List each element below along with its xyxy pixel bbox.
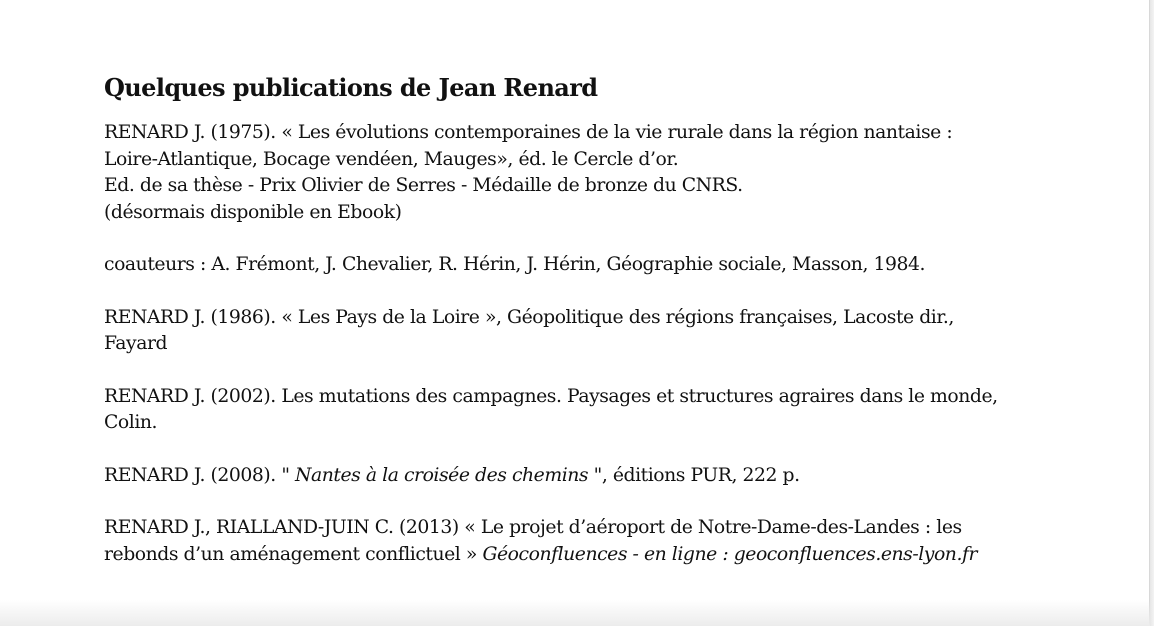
entry-text: rebonds d’un aménagement conflictuel »	[104, 543, 483, 565]
entry-line: RENARD J. (1986). « Les Pays de la Loire », Géopolitique des régions françaises, Lacoste dir.,	[104, 306, 954, 328]
entry-line: RENARD J. (2002). Les mutations des campagnes. Paysages et structures agraires dans le monde,	[104, 385, 998, 407]
entry-line: Colin.	[104, 412, 158, 433]
entry-line	[104, 542, 1064, 569]
publication-entry-2008	[104, 463, 1064, 490]
entry-line: Loire-Atlantique, Bocage vendéen, Mauges», éd. le Cercle d’or.	[104, 148, 679, 170]
page-bottom-shadow	[0, 600, 1150, 626]
document-content	[104, 70, 1064, 594]
publication-entry-1984	[104, 252, 1064, 279]
page-right-edge	[1149, 0, 1154, 626]
publication-entry-2013	[104, 515, 1064, 568]
entry-text: RENARD J. (2008).	[104, 464, 282, 486]
entry-line: RENARD J., RIALLAND-JUIN C. (2013) « Le projet d’aéroport de Notre-Dame-des-Landes : les	[104, 517, 962, 538]
publication-entry-2002	[104, 384, 1064, 437]
entry-line: RENARD J. (1975). « Les évolutions contemporaines de la vie rurale dans la région nantaise :	[104, 122, 953, 143]
publication-entry-1986	[104, 305, 1064, 358]
page-title: Quelques publications de Jean Renard	[104, 73, 598, 102]
entry-line: coauteurs : A. Frémont, J. Chevalier, R. Hérin, J. Hérin, Géographie sociale, Masson, 1984.	[104, 254, 926, 275]
entry-italic-title: " Nantes à la croisée des chemins "	[281, 464, 602, 486]
entry-italic-source: Géoconfluences - en ligne : geoconfluences.ens-lyon.fr	[482, 543, 978, 565]
entry-line: Fayard	[104, 333, 168, 354]
entry-line: Ed. de sa thèse - Prix Olivier de Serres - Médaille de bronze du CNRS.	[104, 175, 743, 196]
entry-line	[104, 463, 1064, 490]
entry-line: (désormais disponible en Ebook)	[104, 201, 402, 223]
publication-entry-1975	[104, 120, 1064, 226]
entry-text: , éditions PUR, 222 p.	[601, 464, 800, 486]
